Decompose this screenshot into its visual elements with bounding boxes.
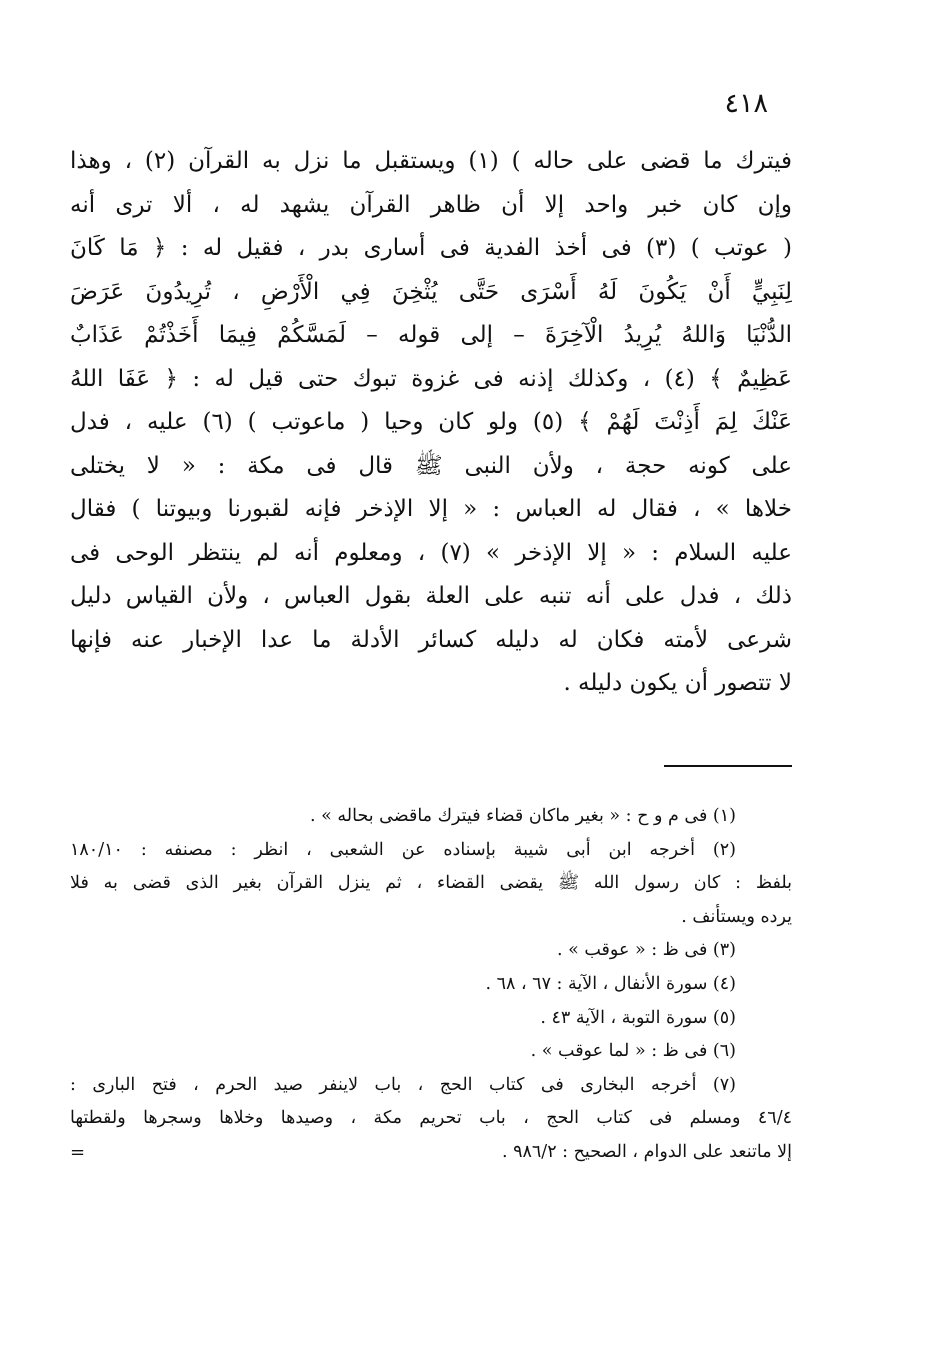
text-line: ( عوتب ) (٣) فى أخذ الفدية فى أسارى بدر ، فقيل له : ﴿ مَا كَانَ: [70, 235, 792, 261]
footnote-separator: [664, 765, 792, 767]
text-line: خلاها » ، فقال له العباس : « إلا الإذخر فإنه لقبورنا وبيوتنا ) فقال: [70, 496, 792, 522]
text-line: عَنْكَ لِمَ أَذِنْتَ لَهُمْ ﴾ (٥) ولو كان وحيا ( ماعوتب ) (٦) عليه ، فدل: [70, 409, 792, 435]
quran-verse-line: لِنَبِيٍّ أَنْ يَكُونَ لَهُ أَسْرَى حَتَّى يُثْخِنَ فِي الْأَرْضِ ، تُرِيدُونَ عَرَضَ: [70, 278, 792, 305]
continuation-mark: =: [70, 1141, 86, 1163]
footnote-2: (٢) أخرجه ابن أبى شيبة بإسناده عن الشعبى ، انظر : مصنفه : ١٨٠/١٠: [70, 839, 736, 860]
footnote-1: (١) فى م و ح : « بغير ماكان قضاء فيترك ماقضى بحاله » .: [310, 806, 736, 826]
footnote-2-continuation: يرده ويستأنف .: [681, 906, 792, 927]
text-line-last: لا تتصور أن يكون دليله .: [563, 670, 792, 696]
footnote-2-continuation: بلفظ : كان رسول الله ﷺ يقضى القضاء ، ثم ينزل القرآن بغير الذى قضى به فلا: [70, 873, 792, 894]
text-line: فيترك ما قضى على حاله ) (١) ويستقبل ما نزل به القرآن (٢) ، وهذا: [70, 148, 792, 174]
text-line: على كونه حجة ، ولأن النبى ﷺ قال فى مكة : « لا يختلى: [70, 452, 792, 479]
quran-verse-line: الدُّنْيَا وَاللهُ يُرِيدُ الْآخِرَةَ – إلى قوله – لَمَسَّكُمْ فِيمَا أَخَذْتُمْ عَذَابٌ: [70, 322, 792, 348]
footnote-7-continuation: [70, 1136, 792, 1170]
text-line: عليه السلام : « إلا الإذخر » (٧) ، ومعلوم أنه لم ينتظر الوحى فى: [70, 539, 792, 566]
text-line: شرعى لأمته فكان له دليله كسائر الأدلة ما عدا الإخبار عنه فإنها: [70, 626, 792, 653]
footnotes-block: [70, 800, 792, 1170]
footnote-7-continuation: ٤٦/٤ ومسلم فى كتاب الحج ، باب تحريم مكة ، وصيدها وخلاها وسجرها ولقطتها: [70, 1108, 792, 1129]
footnote-7: (٧) أخرجه البخارى فى كتاب الحج ، باب لاينفر صيد الحرم ، فتح البارى :: [70, 1074, 736, 1095]
text-line: وإن كان خبر واحد إلا أن ظاهر القرآن يشهد له ، ألا ترى أنه: [70, 191, 792, 218]
main-text-block: [70, 140, 792, 706]
text-line: عَظِيمٌ ﴾ (٤) ، وكذلك إذنه فى غزوة تبوك حتى قيل له : ﴿ عَفَا اللهُ: [70, 365, 792, 392]
footnote-6: (٦) فى ظ : « لما عوقب » .: [530, 1041, 736, 1062]
footnote-4: (٤) سورة الأنفال ، الآية : ٦٧ ، ٦٨ .: [485, 973, 736, 994]
footnote-7-last-text: إلا ماتنعد على الدوام ، الصحيح : ٩٨٦/٢ .: [501, 1141, 792, 1162]
page-number: ٤١٨: [724, 88, 768, 119]
text-line: ذلك ، فدل على أنه تنبه على العلة بقول العباس ، ولأن القياس دليل: [70, 583, 792, 609]
footnote-3: (٣) فى ظ : « عوقب » .: [556, 940, 736, 961]
footnote-5: (٥) سورة التوبة ، الآية ٤٣ .: [540, 1007, 736, 1028]
